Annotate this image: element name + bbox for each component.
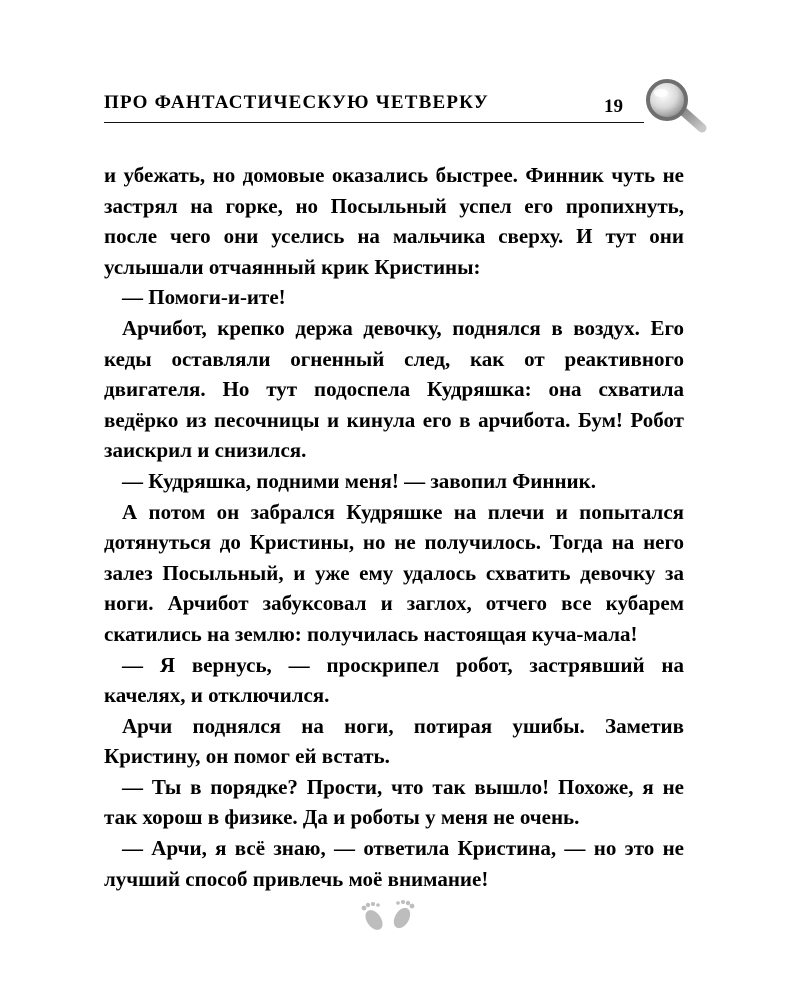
paragraph: — Я вернусь, — проскрипел робот, застрявший на качелях, и отключился. xyxy=(104,652,684,708)
paragraph: А потом он забрался Кудряшке на плечи и попытался дотянуться до Кристины, но не получилось. Тогда на него залез Посыльный, и уже ему удалось схватить девочку за ноги. Арчибот забуксовал и заглох, отчего все кубарем скатились на землю: получилась настоящая куча-мала! xyxy=(104,499,684,646)
paragraph: и убежать, но домовые оказались быстрее. Финник чуть не застрял на горке, но Посыльный успел его пропихнуть, после чего они уселись на мальчика сверху. И тут они услышали отчаянный крик Кристины: xyxy=(104,163,684,279)
paragraph: — Арчи, я всё знаю, — ответила Кристина, — но это не лучший способ привлечь моё внимание! xyxy=(104,836,684,891)
footprints-icon xyxy=(354,896,426,936)
magnifying-glass-icon xyxy=(640,78,710,138)
paragraph: Арчи поднялся на ноги, потирая ушибы. Заметив Кристину, он помог ей встать. xyxy=(104,713,684,769)
body-text xyxy=(104,160,684,894)
paragraph: — Ты в порядке? Прости, что так вышло! Похоже, я не так хорош в физике. Да и роботы у меня не очень. xyxy=(104,774,684,830)
header-rule xyxy=(104,122,644,123)
page-header xyxy=(104,92,624,128)
paragraph: — Кудряшка, подними меня! — завопил Финник. xyxy=(122,468,597,493)
running-title: ПРО ФАНТАСТИЧЕСКУЮ ЧЕТВЕРКУ xyxy=(104,92,489,113)
paragraph: — Помоги-и-ите! xyxy=(122,285,286,310)
paragraph: Арчибот, крепко держа девочку, поднялся в воздух. Его кеды оставляли огненный след, как от реактивного двигателя. Но тут подоспела Кудряшка: она схватила ведёрко из песочницы и кинула его в арчибота. Бум! Робот заискрил и снизился. xyxy=(104,315,684,463)
page-number: 19 xyxy=(604,96,623,117)
